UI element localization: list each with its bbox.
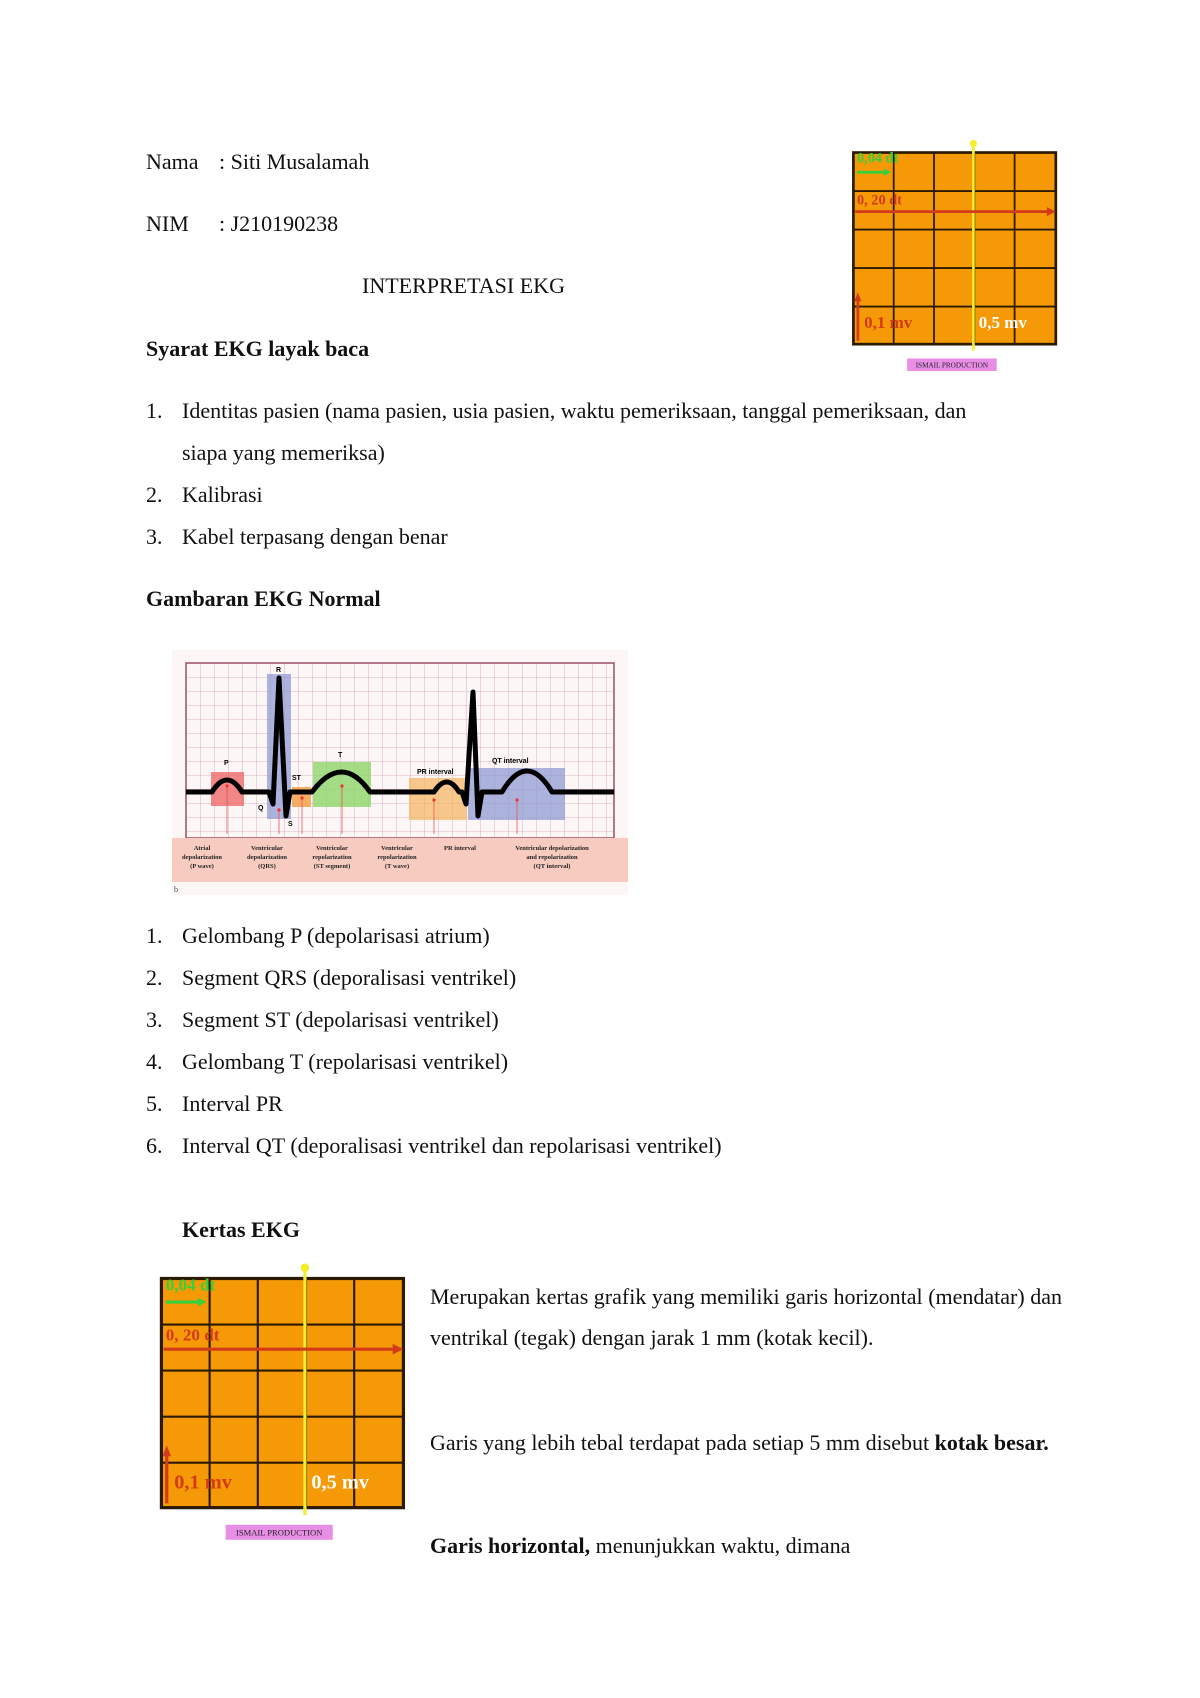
page-title: INTERPRETASI EKG (362, 273, 565, 298)
list-number: 1. (146, 398, 163, 423)
name-value: : Siti Musalamah (219, 149, 370, 174)
label-big-mv: 0,5 mv (311, 1471, 369, 1494)
nim-label: NIM (146, 211, 189, 236)
list-text: Interval PR (182, 1091, 283, 1116)
normal-ecg-diagram (172, 650, 628, 895)
list-number: 3. (146, 1007, 163, 1032)
label-p: P (224, 760, 229, 767)
kertas-paragraph-2 (430, 1422, 1062, 1463)
label-small-mv: 0,1 mv (864, 313, 913, 333)
kertas-paragraph-3-text: menunjukkan waktu, dimana (590, 1533, 851, 1558)
corner-mark: b (174, 885, 178, 894)
credit-text: ISMAIL PRODUCTION (915, 361, 989, 370)
list-number: 3. (146, 524, 163, 549)
caption-qt: Ventricular depolarization and repolarization (QT interval) (515, 845, 589, 870)
label-small-mv: 0,1 mv (174, 1471, 232, 1494)
label-pr: PR interval (417, 769, 454, 776)
caption-t: Ventricular repolarization (T wave) (377, 845, 417, 870)
label-big-mv: 0,5 mv (978, 313, 1027, 333)
list-text: Segment ST (depolarisasi ventrikel) (182, 1007, 499, 1032)
caption-pr: PR interval (444, 845, 476, 852)
list-number: 5. (146, 1091, 163, 1116)
caption-st: Ventricular repolarization (ST segment) (312, 845, 352, 870)
list-number: 6. (146, 1133, 163, 1158)
gambaran-heading: Gambaran EKG Normal (146, 586, 381, 611)
list-number: 4. (146, 1049, 163, 1074)
list-number: 2. (146, 482, 163, 507)
list-text: Gelombang T (repolarisasi ventrikel) (182, 1049, 509, 1074)
kertas-heading: Kertas EKG (182, 1217, 300, 1242)
list-number: 1. (146, 923, 163, 948)
ekg-paper-figure-top (848, 140, 1063, 380)
kertas-paragraph-2-bold: kotak besar. (934, 1430, 1049, 1455)
label-r: R (276, 667, 282, 674)
ekg-paper-figure-bottom (155, 1262, 412, 1552)
label-qt: QT interval (492, 758, 529, 765)
kertas-paragraph-3 (430, 1525, 1062, 1566)
kertas-paragraph-3-bold: Garis horizontal, (430, 1533, 591, 1558)
syarat-heading: Syarat EKG layak baca (146, 336, 370, 361)
label-s: S (288, 821, 293, 828)
label-small-time: 0,04 dt (856, 150, 899, 167)
list-text: Gelombang P (depolarisasi atrium) (182, 923, 490, 948)
name-label: Nama (146, 149, 199, 174)
list-text: Interval QT (deporalisasi ventrikel dan repolarisasi ventrikel) (182, 1133, 722, 1158)
caption-qrs: Ventricular depolarization (QRS) (246, 845, 288, 870)
label-small-time: 0,04 dt (165, 1275, 216, 1295)
list-text: siapa yang memeriksa) (182, 440, 385, 465)
yellow-marker-dot (301, 1264, 310, 1273)
list-number: 2. (146, 965, 163, 990)
caption-atrial: Atrial depolarization (P wave) (181, 845, 223, 870)
label-t: T (338, 752, 343, 759)
label-st: ST (292, 775, 301, 782)
credit-text: ISMAIL PRODUCTION (236, 1527, 323, 1538)
list-text: Segment QRS (deporalisasi ventrikel) (182, 965, 517, 990)
label-big-time: 0, 20 dt (856, 192, 902, 209)
nim-value: : J210190238 (219, 211, 339, 236)
list-text: Identitas pasien (nama pasien, usia pasien, waktu pemeriksaan, tanggal pemeriksaan, dan (182, 398, 967, 423)
list-text: Kalibrasi (182, 482, 263, 507)
kertas-paragraph-1: Merupakan kertas grafik yang memiliki garis horizontal (mendatar) dan ventrikal (tegak) dengan jarak 1 mm (kotak kecil). (430, 1284, 1062, 1350)
label-big-time: 0, 20 dt (165, 1325, 220, 1345)
kertas-paragraph-2-text: Garis yang lebih tebal terdapat pada setiap 5 mm disebut (430, 1430, 935, 1455)
label-q: Q (258, 805, 264, 812)
yellow-marker-dot (970, 140, 977, 147)
list-text: Kabel terpasang dengan benar (182, 524, 448, 549)
